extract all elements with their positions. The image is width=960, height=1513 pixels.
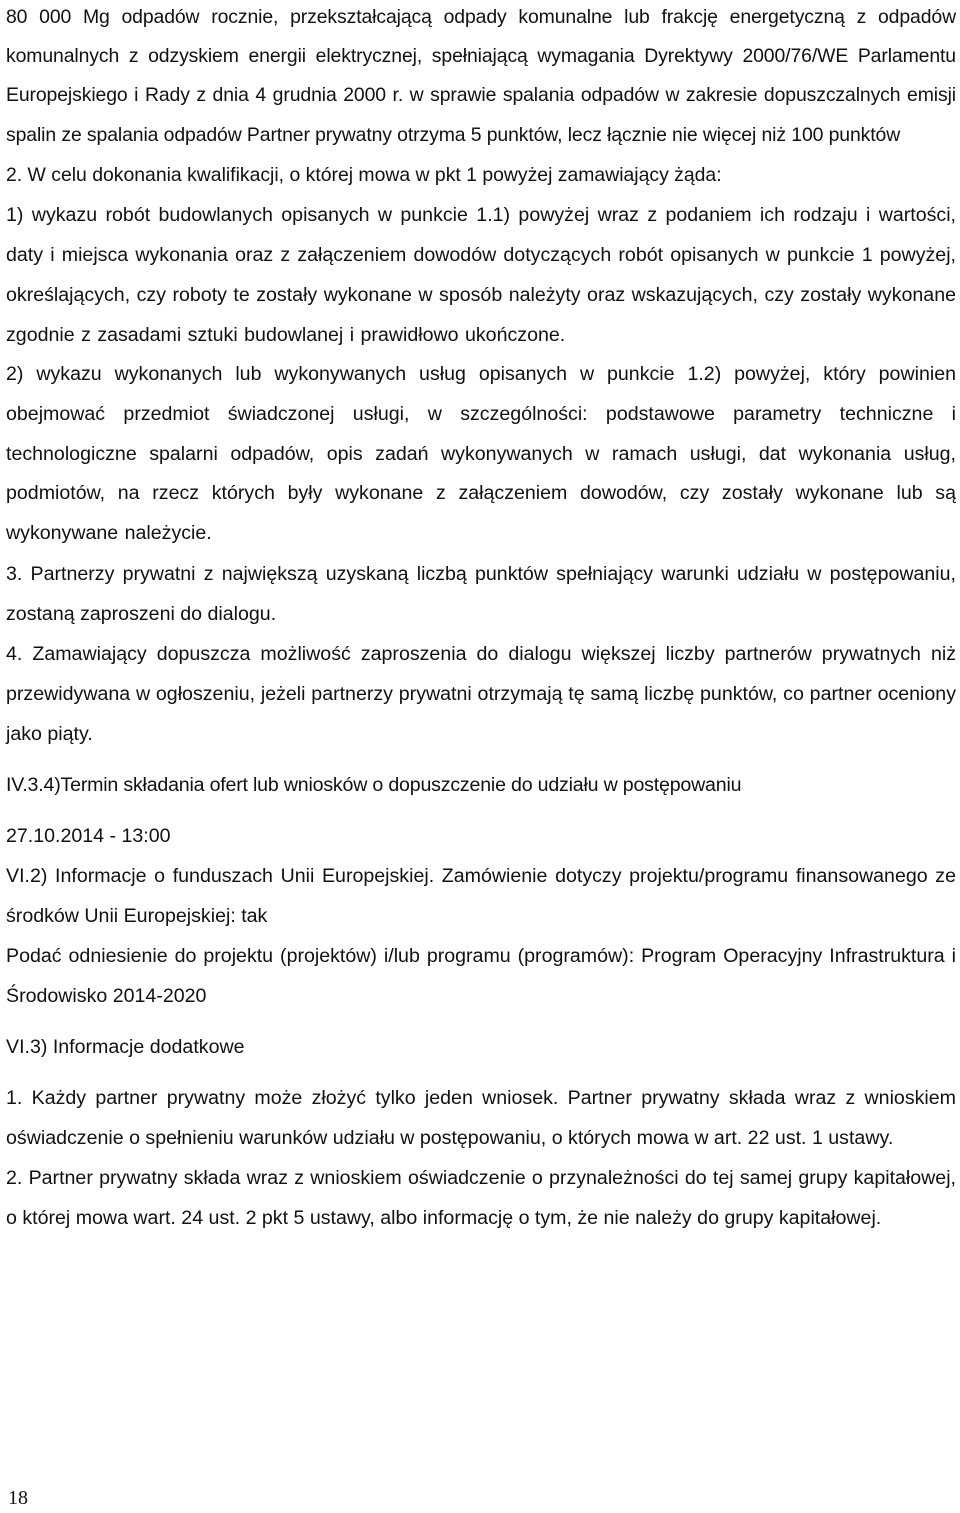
para-kwalifikacja-punkty: 80 000 Mg odpadów rocznie, przekształcającą odpady komunalne lub frakcję energetyczną z odpadów komunalnych z odzyskiem energii elektrycznej, spełniającą wymagania Dyrektywy 2000/76/WE Parlamentu Europejskiego i Rady z dnia 4 grudnia 2000 r. w sprawie spalania odpadów w zakresie dopuszczalnych emisji spalin ze spalania odpadów Partner prywatny otrzyma 5 punktów, lecz łącznie nie więcej niż 100 punktów xyxy=(6,6,956,146)
info-item-1: 1. Każdy partner prywatny może złożyć tylko jeden wniosek. Partner prywatny składa wraz z wnioskiem oświadczenie o spełnieniu warunków udziału w postępowaniu, o których mowa w art. 22 ust. 1 ustawy. xyxy=(6,1087,956,1149)
section-vi-2-eu-funds: VI.2) Informacje o funduszach Unii Europejskiej. Zamówienie dotyczy projektu/programu finansowanego ze środków Unii Europejskiej: tak xyxy=(6,865,956,927)
deadline-value: 27.10.2014 - 13:00 xyxy=(6,825,171,847)
document-page xyxy=(6,0,956,1238)
info-item-2: 2. Partner prywatny składa wraz z wnioskiem oświadczenie o przynależności do tej samej grupy kapitałowej, o której mowa wart. 24 ust. 2 pkt 5 ustawy, albo informację o tym, że nie należy do grupy kapitałowej. xyxy=(6,1167,956,1229)
page-number: 18 xyxy=(8,1487,28,1509)
para-zaproszenie-do-dialogu: 3. Partnerzy prywatni z największą uzyskaną liczbą punktów spełniający warunki udziału w postępowaniu, zostaną zaproszeni do dialogu. xyxy=(6,563,956,625)
para-wykaz-robot: 1) wykazu robót budowlanych opisanych w punkcie 1.1) powyżej wraz z podaniem ich rodzaju i wartości, daty i miejsca wykonania oraz z załączeniem dowodów dotyczących robót opisanych w punkcie 1 powyżej, określających, czy roboty te zostały wykonane w sposób należyty oraz wskazujących, czy zostały wykonane zgodnie z zasadami sztuki budowlanej i prawidłowo ukończone. xyxy=(6,204,956,347)
para-wymagania-kwalifikacja: 2. W celu dokonania kwalifikacji, o której mowa w pkt 1 powyżej zamawiający żąda: xyxy=(6,163,722,186)
para-wykaz-uslug: 2) wykazu wykonanych lub wykonywanych usług opisanych w punkcie 1.2) powyżej, który powinien obejmować przedmiot świadczonej usługi, w szczególności: podstawowe parametry techniczne i technologiczne spalarni odpadów, opis zadań wykonywanych w ramach usługi, dat wykonania usług, podmiotów, na rzecz których były wykonane z załączeniem dowodów, czy zostały wykonane lub są wykonywane należycie. xyxy=(6,363,956,545)
section-vi-3-heading: VI.3) Informacje dodatkowe xyxy=(6,1036,245,1058)
section-iv-3-4-heading: IV.3.4)Termin składania ofert lub wniosków o dopuszczenie do udziału w postępowaniu xyxy=(6,774,742,796)
project-reference: Podać odniesienie do projektu (projektów) i/lub programu (programów): Program Operacyjny Infrastruktura i Środowisko 2014-2020 xyxy=(6,945,956,1007)
para-wieksza-liczba-partnerow: 4. Zamawiający dopuszcza możliwość zaproszenia do dialogu większej liczby partnerów prywatnych niż przewidywana w ogłoszeniu, jeżeli partnerzy prywatni otrzymają tę samą liczbę punktów, co partner oceniony jako piąty. xyxy=(6,643,956,745)
